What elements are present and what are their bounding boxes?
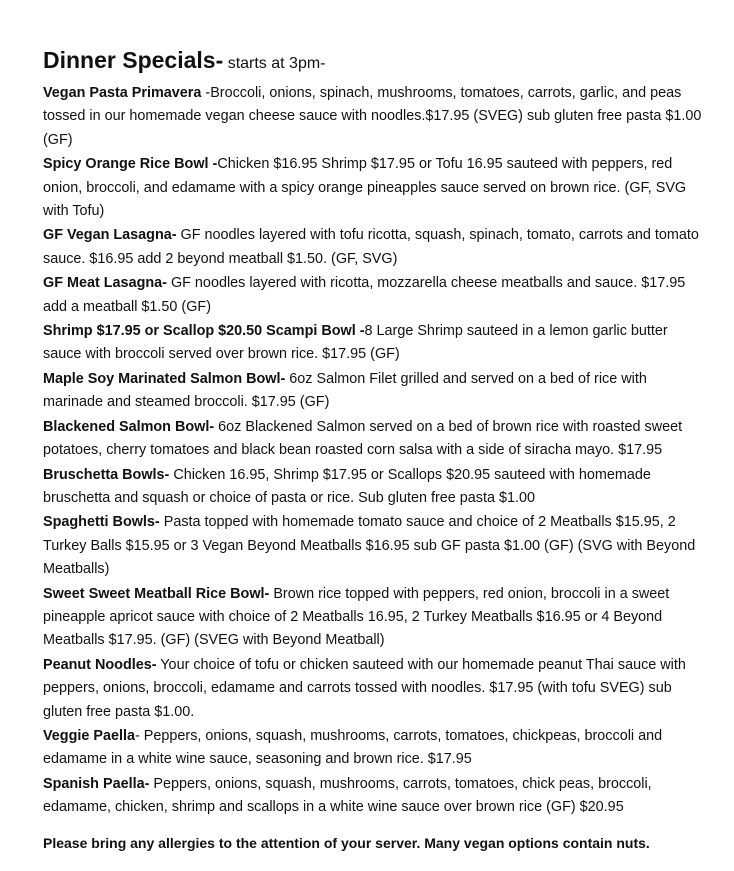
menu-item-bruschetta-bowls [43,464,703,511]
menu-item-maple-soy-salmon-bowl [43,368,703,415]
menu-item-veggie-paella [43,725,703,772]
menu-item-description: Pasta topped with homemade tomato sauce and choice of 2 Meatballs $15.95, 2 Turkey Balls $15.95 or 3 Vegan Beyond Meatballs $16.95 sub GF pasta $1.00 (GF) (SVG with Beyond Meatballs) [43,514,696,578]
page-subtitle: starts at 3pm- [227,55,326,72]
menu-item-name: Vegan Pasta Primavera [43,85,202,101]
menu-item-name: Peanut Noodles- [43,656,157,673]
menu-item-description: Chicken 16.95, Shrimp $17.95 or Scallops $20.95 sauteed with homemade bruschetta and squash or choice of pasta or rice. Sub gluten free pasta $1.00 [43,466,651,506]
menu-item-description: 6oz Salmon Filet grilled and served on a bed of rice with marinade and steamed broccoli. $17.95 (GF) [43,370,647,411]
menu-item-description: Brown rice topped with peppers, red onion, broccoli in a sweet pineapple apricot sauce with choice of 2 Meatballs 16.95, 2 Turkey Meatballs $16.95 or 4 Beyond Meatballs $17.95. (GF) (SVEG with Beyond Meatball) [43,585,670,649]
menu-item-name: Sweet Sweet Meatball Rice Bowl- [43,585,270,602]
menu-item-name: Maple Soy Marinated Salmon Bowl- [43,370,286,387]
menu-header [43,44,703,80]
menu-item-description: -Broccoli, onions, spinach, mushrooms, tomatoes, carrots, garlic, and peas tossed in our homemade vegan cheese sauce with noodles.$17.95 (SVEG) sub gluten free pasta $1.00 (GF) [43,85,702,148]
menu-item-spicy-orange-rice-bowl [43,153,703,223]
menu-item-blackened-salmon-bowl [43,416,703,463]
menu-item-gf-meat-lasagna [43,272,703,319]
menu-item-name: GF Vegan Lasagna- [43,227,177,244]
page-title: Dinner Specials- [43,47,224,73]
menu-item-name: Spicy Orange Rice Bowl - [43,156,218,173]
menu-item-name: Blackened Salmon Bowl- [43,418,215,435]
menu-item-spanish-paella [43,773,703,820]
menu-item-description: Peppers, onions, squash, mushrooms, carrots, tomatoes, chick peas, broccoli, edamame, chicken, shrimp and scallops in a white wine sauce over brown rice (GF) $20.95 [43,775,652,816]
menu-item-description: GF noodles layered with tofu ricotta, squash, spinach, tomato, carrots and tomato sauce. $16.95 add 2 beyond meatball $1.50. (GF, SVG) [43,227,699,267]
menu-item-name: Shrimp $17.95 or Scallop $20.50 Scampi Bowl - [43,323,365,340]
allergy-notice: Please bring any allergies to the attention of your server. Many vegan options contain nuts. [43,834,650,851]
menu-item-description: 8 Large Shrimp sauteed in a lemon garlic butter sauce with broccoli served over brown rice. $17.95 (GF) [43,323,668,363]
menu-item-gf-vegan-lasagna [43,224,703,271]
menu-item-description: - Peppers, onions, squash, mushrooms, carrots, tomatoes, chickpeas, broccoli and edamame in a white wine sauce, seasoning and brown rice. $17.95 [43,727,663,768]
menu-item-description: Your choice of tofu or chicken sauteed with our homemade peanut Thai sauce with peppers, onions, broccoli, edamame and carrots tossed with noodles. $17.95 (with tofu SVEG) sub gluten free pasta $1.00. [43,656,686,720]
menu-item-description: 6oz Blackened Salmon served on a bed of brown rice with roasted sweet potatoes, cherry tomatoes and black bean roasted corn salsa with a side of siracha mayo. $17.95 [43,418,683,459]
menu-item-sweet-sweet-meatball-rice-bowl [43,583,703,653]
menu-item-name: Veggie Paella [43,727,135,744]
menu-page [43,44,703,854]
menu-item-peanut-noodles [43,654,703,724]
menu-item-name: Spanish Paella- [43,775,150,792]
menu-item-description: Chicken $16.95 Shrimp $17.95 or Tofu 16.95 sauteed with peppers, red onion, broccoli, and edamame with a spicy orange pineapples sauce served on brown rice. (GF, SVG with Tofu) [43,156,687,220]
menu-item-spaghetti-bowls [43,511,703,581]
menu-item-scampi-bowl [43,320,703,367]
menu-item-vegan-pasta-primavera [43,82,703,152]
menu-item-name: Spaghetti Bowls- [43,514,160,531]
menu-item-name: GF Meat Lasagna- [43,275,167,292]
menu-item-name: Bruschetta Bowls- [43,466,170,483]
menu-item-description: GF noodles layered with ricotta, mozzarella cheese meatballs and sauce. $17.95 add a meatball $1.50 (GF) [43,275,686,315]
